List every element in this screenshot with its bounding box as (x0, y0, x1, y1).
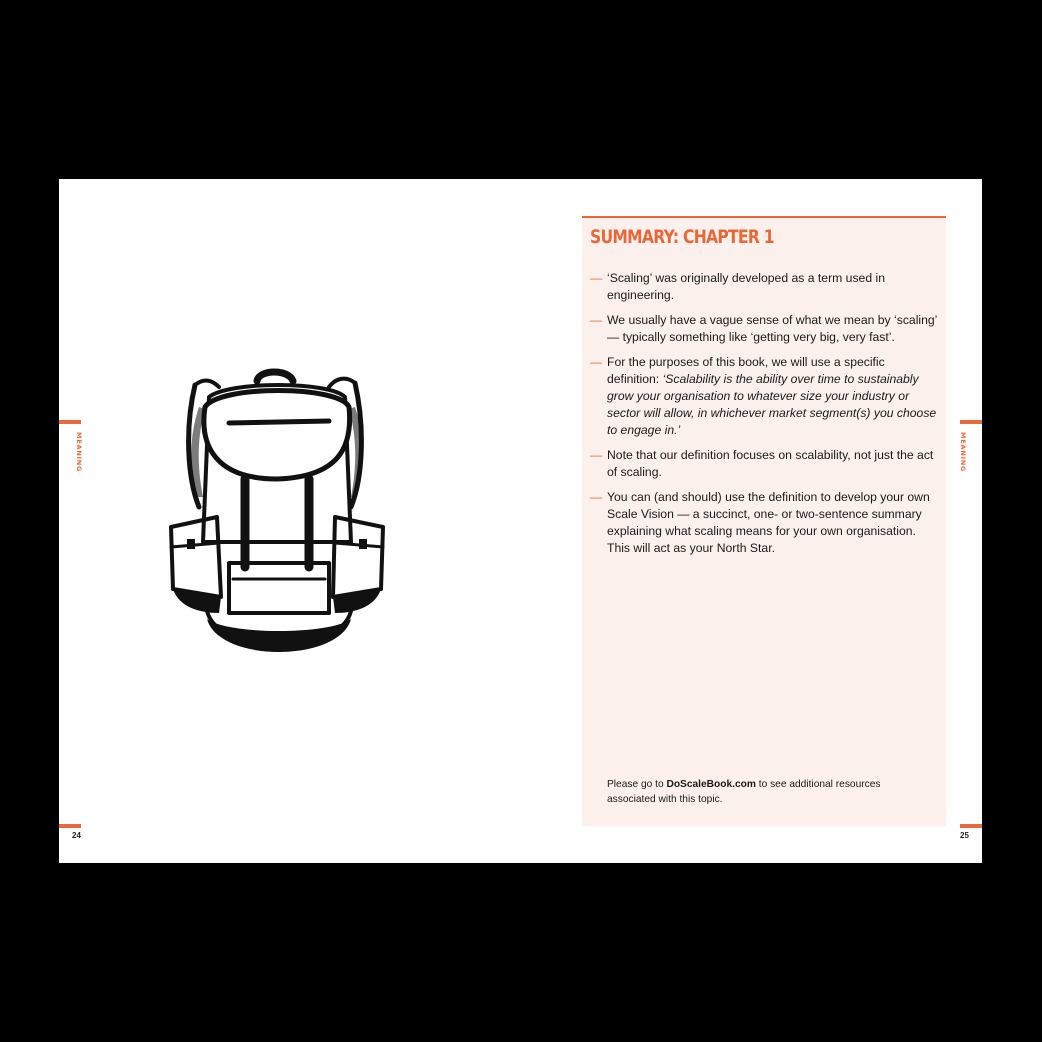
dash-marker: — (590, 448, 603, 462)
resources-prefix: Please go to (607, 779, 667, 790)
right-page-number: 25 (960, 831, 969, 840)
summary-bullet-list (590, 270, 938, 565)
bullet-text: Note that our definition focuses on scalability, not just the act of scaling. (607, 448, 934, 479)
summary-title: SUMMARY: CHAPTER 1 (590, 226, 774, 248)
left-tab-marker (59, 420, 81, 424)
summary-bullet (590, 354, 938, 439)
right-section-tab: MEANING (959, 432, 967, 473)
chapter-summary-panel (582, 216, 946, 826)
bullet-text: We usually have a vague sense of what we mean by ‘scaling’ — typically something like ‘getting very big, very fast’. (607, 313, 937, 344)
left-page-number: 24 (72, 831, 81, 840)
dash-marker: — (590, 313, 603, 327)
bullet-text: For the purposes of this book, we will use a specific definition: (607, 355, 885, 386)
right-tab-marker (960, 420, 982, 424)
left-section-tab: MEANING (75, 432, 83, 473)
backpack-illustration (159, 367, 399, 667)
summary-bullet (590, 489, 938, 557)
summary-bullet (590, 312, 938, 346)
left-page-number-marker (59, 824, 81, 828)
book-spread (59, 179, 982, 863)
resources-suffix: to see additional resources associated with this topic. (607, 779, 881, 805)
summary-bullet (590, 447, 938, 481)
definition-quote: ‘Scalability is the ability over time to sustainably grow your organisation to whatever size your industry or sector will allow, in whichever market segment(s) you choose to engage in.’ (607, 372, 937, 437)
summary-bullet (590, 270, 938, 304)
bullet-text: You can (and should) use the definition to develop your own Scale Vision — a succinct, one- or two-sentence summary explaining what scaling means for your own organisation. This will act as your North Star. (607, 490, 930, 555)
website-link[interactable]: DoScaleBook.com (666, 779, 756, 790)
dash-marker: — (590, 490, 603, 504)
bullet-text: ‘Scaling’ was originally developed as a term used in engineering. (607, 271, 885, 302)
resources-note (607, 777, 927, 807)
dash-marker: — (590, 271, 603, 285)
dash-marker: — (590, 355, 603, 369)
right-page-number-marker (960, 824, 982, 828)
